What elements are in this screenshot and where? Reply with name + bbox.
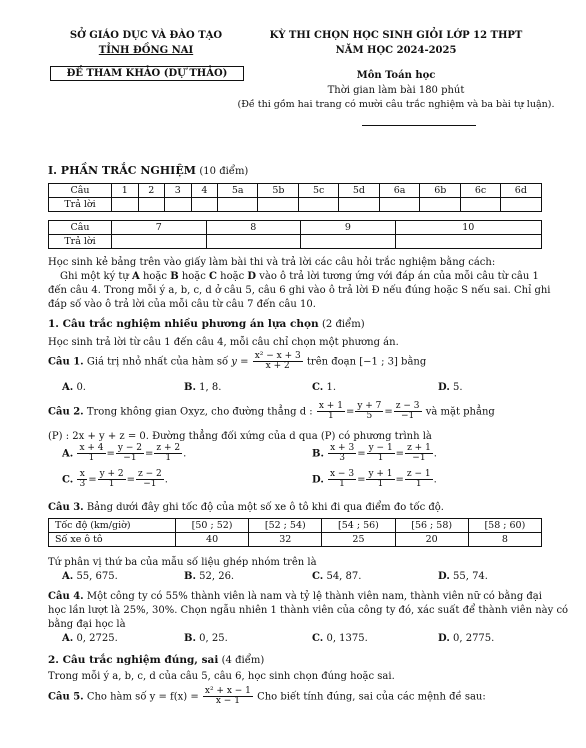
question-3 xyxy=(48,502,444,513)
school-year: NĂM HỌC 2024-2025 xyxy=(335,45,457,56)
answer-cell xyxy=(420,198,461,212)
answer-cell xyxy=(500,198,541,212)
fraction xyxy=(317,402,345,422)
fraction-denominator: −1 xyxy=(401,411,415,422)
part1-heading xyxy=(48,318,365,330)
question-text: Trong không gian Oxyz, cho đường thẳng d : xyxy=(86,406,313,418)
table-header-cell: 5d xyxy=(338,184,379,198)
option-value: 5. xyxy=(452,382,463,393)
fraction-denominator: x − 1 xyxy=(215,696,240,707)
option-value: 0, 1375. xyxy=(326,633,368,644)
question-text: và mặt phẳng xyxy=(425,406,495,418)
fraction xyxy=(116,444,144,464)
equals-sign: = xyxy=(395,448,405,460)
option-letter: C. xyxy=(312,571,324,582)
instruction-text: Ghi một ký tự xyxy=(60,271,133,282)
exam-title: KỲ THI CHỌN HỌC SINH GIỎI LỚP 12 THPT xyxy=(269,30,523,41)
table-header-cell: Tốc độ (km/giờ) xyxy=(49,519,176,533)
question-label: Câu 4. xyxy=(48,591,84,602)
q3-option-c[interactable] xyxy=(312,571,361,582)
option-letter: C xyxy=(209,271,217,282)
q2-option-b[interactable]: B. $\frac{x + 3}{3}$ = $\frac{y - 1}{1}$ = $\frac{z + 1}{-1}$ . xyxy=(312,443,437,464)
fraction xyxy=(154,444,182,464)
answer-row-label: Trả lời xyxy=(49,198,112,212)
question-label: Câu 2. xyxy=(48,406,84,418)
part2-instruction: Trong mỗi ý a, b, c, d của câu 5, câu 6, học sinh chọn đúng hoặc sai. xyxy=(48,671,395,682)
part1-points: (2 điểm) xyxy=(322,319,365,330)
fraction-denominator: 1 xyxy=(108,479,115,490)
fraction-numerator: x − 3 xyxy=(329,469,355,479)
answer-cell xyxy=(165,198,192,212)
answer-table-1 xyxy=(48,183,542,212)
fraction xyxy=(405,470,433,490)
table-row xyxy=(49,533,542,547)
fraction-denominator: 1 xyxy=(377,479,384,490)
fraction-denominator: 3 xyxy=(79,479,86,490)
answer-cell xyxy=(258,198,299,212)
option-letter: A. xyxy=(62,448,74,460)
question-1 xyxy=(48,352,426,372)
fraction-denominator: 1 xyxy=(165,453,172,464)
q1-option-c[interactable] xyxy=(312,382,336,393)
option-value: 55, 675. xyxy=(76,571,118,582)
answer-cell xyxy=(338,198,379,212)
draft-label: ĐỀ THAM KHẢO (DỰ THẢO) xyxy=(50,66,244,81)
answer-cell xyxy=(218,198,258,212)
q2-option-c[interactable]: C. $\frac{x}{3}$ = $\frac{y + 2}{1}$ = $\frac{z - 2}{-1}$ . xyxy=(62,469,168,490)
section1-heading xyxy=(48,164,248,177)
question-5 xyxy=(48,687,486,707)
instruction-line-2 xyxy=(60,270,552,283)
fraction-denominator: 1 xyxy=(328,411,334,422)
option-value: 1. xyxy=(326,382,336,393)
answer-table-2 xyxy=(48,220,542,249)
question-text: Cho hàm số y = f(x) = xyxy=(86,691,199,703)
table-row xyxy=(49,235,542,249)
option-letter: D. xyxy=(438,382,450,393)
fraction-numerator: y + 2 xyxy=(99,469,124,479)
option-letter: D. xyxy=(312,474,324,486)
answer-cell xyxy=(112,198,139,212)
table-cell: [56 ; 58) xyxy=(395,519,468,533)
equals-sign: = xyxy=(384,406,393,418)
fraction-denominator: x + 2 xyxy=(265,361,290,372)
fraction xyxy=(367,444,395,464)
option-letter: C. xyxy=(312,633,324,644)
question-2-line-2: (P) : 2x + y + z = 0. Đường thẳng đối xứng của d qua (P) có phương trình là xyxy=(48,431,432,442)
option-letter: A. xyxy=(62,571,74,582)
option-letter: B xyxy=(170,271,179,282)
fraction-numerator: y − 2 xyxy=(117,443,142,453)
option-value: 55, 74. xyxy=(452,571,488,582)
table-row xyxy=(49,184,542,198)
table-cell: 40 xyxy=(176,533,249,547)
q2-option-a[interactable]: A. $\frac{x + 4}{1}$ = $\frac{y - 2}{-1}$ = $\frac{z + 2}{1}$ . xyxy=(62,443,187,464)
fraction xyxy=(77,444,105,464)
table-header-cell: 5a xyxy=(218,184,258,198)
fraction-numerator: z + 2 xyxy=(156,443,181,453)
fraction-numerator: x xyxy=(77,470,87,480)
instruction-text: vào ô trả lời tương ứng với đáp án của mỗi câu từ câu 1 xyxy=(256,271,539,282)
option-letter: C. xyxy=(62,474,74,486)
option-value: 54, 87. xyxy=(326,571,362,582)
fraction-numerator: x + 1 xyxy=(318,401,343,411)
q4-option-a[interactable] xyxy=(62,633,118,644)
option-value: 0. xyxy=(76,382,86,393)
option-letter: B. xyxy=(184,633,196,644)
q1-option-a[interactable] xyxy=(62,382,86,393)
equals-sign: = xyxy=(357,474,366,486)
table-row xyxy=(49,519,542,533)
q1-option-d[interactable] xyxy=(438,382,463,393)
question-text: Một công ty có 55% thành viên là nam và tỷ lệ thành viên nam, thành viên nữ có bằng đại xyxy=(86,591,542,602)
answer-cell xyxy=(395,235,541,249)
equals-sign: = xyxy=(345,406,355,418)
table-header-cell: 6a xyxy=(380,184,420,198)
table-header-cell: 9 xyxy=(301,221,396,235)
instruction-line-1: Học sinh kẻ bảng trên vào giấy làm bài thi và trả lời các câu hỏi trắc nghiệm bằng cách: xyxy=(48,257,496,268)
option-letter: B. xyxy=(312,448,324,460)
exam-note: (Đề thi gồm hai trang có mười câu trắc nghiệm và ba bài tự luận). xyxy=(237,99,555,110)
q1-option-b[interactable] xyxy=(184,382,221,393)
fraction-denominator: −1 xyxy=(123,453,137,464)
q3-option-a[interactable] xyxy=(62,571,118,582)
fraction-denominator: 3 xyxy=(339,453,346,464)
fraction-numerator: y + 7 xyxy=(357,401,382,411)
table-cell: 8 xyxy=(468,533,541,547)
question-3-prompt: Tứ phân vị thứ ba của mẫu số liệu ghép nhóm trên là xyxy=(48,557,317,568)
table-header-cell: 5b xyxy=(258,184,299,198)
table-header-cell: 2 xyxy=(138,184,165,198)
option-value: 0, 2775. xyxy=(452,633,495,644)
fraction-numerator: y − 1 xyxy=(368,443,393,453)
option-letter: C. xyxy=(312,382,324,393)
answer-cell xyxy=(299,198,338,212)
fraction-denominator: 1 xyxy=(377,453,384,464)
instruction-text: hoặc xyxy=(217,271,248,282)
answer-cell xyxy=(206,235,301,249)
subject: Môn Toán học xyxy=(356,70,436,81)
answer-cell xyxy=(301,235,396,249)
option-value: 0, 2725. xyxy=(76,633,118,644)
department-name: SỞ GIÁO DỤC VÀ ĐÀO TẠO xyxy=(69,30,223,41)
instruction-text: hoặc xyxy=(178,271,210,282)
equals-sign: = xyxy=(144,448,154,460)
table-row xyxy=(49,221,542,235)
fraction-denominator: 1 xyxy=(339,479,345,490)
fraction-numerator: z − 1 xyxy=(406,469,431,479)
table-cell: 20 xyxy=(395,533,468,547)
q4-option-b[interactable] xyxy=(184,633,228,644)
fraction-denominator: −1 xyxy=(412,453,426,464)
table-cell: [58 ; 60) xyxy=(468,519,541,533)
fraction-denominator: 5 xyxy=(366,411,373,422)
q3-option-b[interactable] xyxy=(184,571,234,582)
table-header-cell: 5c xyxy=(299,184,338,198)
fraction xyxy=(77,470,87,490)
table-cell: 25 xyxy=(322,533,395,547)
option-value: 1, 8. xyxy=(199,382,222,393)
table-header-cell: 1 xyxy=(112,184,139,198)
option-letter: B. xyxy=(184,571,196,582)
table-header-cell: 8 xyxy=(206,221,301,235)
question-text: trên đoạn [−1 ; 3] bằng xyxy=(306,356,427,368)
instruction-line-3: đến câu 4. Trong mỗi ý a, b, c, d ở câu 5, câu 6 ghi vào ô trả lời Đ nếu đúng hoặc S nếu sai. Chỉ ghi xyxy=(48,285,551,296)
table-header-cell: 6b xyxy=(420,184,461,198)
instruction-text: hoặc xyxy=(139,271,171,282)
q4-option-d[interactable] xyxy=(438,633,494,644)
fraction-numerator: z + 1 xyxy=(407,443,431,453)
equals-sign: = xyxy=(357,448,366,460)
answer-cell xyxy=(461,198,500,212)
table-cell: [54 ; 56) xyxy=(322,519,395,533)
fraction-numerator: x + 4 xyxy=(79,443,104,453)
option-letter: D. xyxy=(438,633,450,644)
exam-time: Thời gian làm bài 180 phút xyxy=(327,85,465,96)
fraction-numerator: z − 3 xyxy=(395,401,420,411)
instruction-line-4: đáp số vào ô trả lời của mỗi câu từ câu 7 đến câu 10. xyxy=(48,299,316,310)
table-header-cell: 3 xyxy=(165,184,192,198)
fraction-numerator: x² + x − 1 xyxy=(204,686,251,696)
question-text: Bảng dưới đây ghi tốc độ của một số xe ô tô khi đi qua điểm đo tốc độ. xyxy=(86,502,444,513)
fraction xyxy=(203,687,253,707)
equals-sign: = xyxy=(395,474,404,486)
option-value: 0, 25. xyxy=(199,633,228,644)
question-label: Câu 3. xyxy=(48,502,84,513)
part2-heading xyxy=(48,654,264,666)
q4-option-c[interactable] xyxy=(312,633,368,644)
option-letter: A. xyxy=(62,382,74,393)
answer-cell xyxy=(191,198,218,212)
question-2 xyxy=(48,402,495,422)
math-expression: y = xyxy=(231,356,249,368)
option-letter: A. xyxy=(62,633,74,644)
equals-sign: = xyxy=(106,448,115,460)
part2-points: (4 điểm) xyxy=(221,655,265,666)
table-header-cell: 6d xyxy=(500,184,541,198)
province-name: TỈNH ĐỒNG NAI xyxy=(98,45,194,56)
option-letter: D. xyxy=(438,571,450,582)
question-text: Giá trị nhỏ nhất của hàm số xyxy=(86,356,232,368)
fraction xyxy=(253,352,303,372)
section1-title: I. PHẦN TRẮC NGHIỆM xyxy=(48,164,196,177)
table-cell: 32 xyxy=(249,533,322,547)
header-divider xyxy=(362,125,476,126)
question-text: Cho biết tính đúng, sai của các mệnh đề sau: xyxy=(257,691,486,703)
option-letter: D xyxy=(247,271,257,282)
fraction xyxy=(405,444,433,464)
equals-sign: = xyxy=(126,474,136,486)
table-row xyxy=(49,198,542,212)
fraction-numerator: z − 2 xyxy=(138,469,162,479)
fraction-numerator: x² − x + 3 xyxy=(254,351,301,361)
fraction-denominator: 1 xyxy=(415,479,422,490)
q2-option-d[interactable]: D. $\frac{x - 3}{1}$ = $\frac{y + 1}{1}$ = $\frac{z - 1}{1}$ . xyxy=(312,469,437,490)
equals-sign: = xyxy=(88,474,97,486)
table-header-cell: 7 xyxy=(112,221,207,235)
section1-points: (10 điểm) xyxy=(199,166,249,177)
answer-cell xyxy=(380,198,420,212)
question-label: Câu 1. xyxy=(48,356,84,368)
table-cell: [52 ; 54) xyxy=(249,519,322,533)
table-header-cell: Câu xyxy=(49,184,112,198)
answer-cell xyxy=(112,235,207,249)
fraction xyxy=(98,470,126,490)
fraction-denominator: 1 xyxy=(88,453,95,464)
question-4-line-3: bằng đại học là xyxy=(48,619,126,630)
table-cell: [50 ; 52) xyxy=(176,519,249,533)
table-header-cell: 4 xyxy=(191,184,218,198)
answer-row-label: Trả lời xyxy=(49,235,112,249)
fraction xyxy=(136,470,164,490)
answer-cell xyxy=(138,198,165,212)
fraction xyxy=(394,402,422,422)
question-label: Câu 5. xyxy=(48,691,84,703)
fraction-numerator: x + 3 xyxy=(330,443,355,453)
table-header-cell: 6c xyxy=(461,184,500,198)
speed-table xyxy=(48,518,542,547)
table-header-cell: Câu xyxy=(49,221,112,235)
fraction xyxy=(366,470,394,490)
fraction xyxy=(355,402,383,422)
part1-instruction: Học sinh trả lời từ câu 1 đến câu 4, mỗi câu chỉ chọn một phương án. xyxy=(48,337,399,348)
part1-title: 1. Câu trắc nghiệm nhiều phương án lựa chọn xyxy=(48,318,319,330)
table-header-cell: 10 xyxy=(395,221,541,235)
fraction xyxy=(328,470,356,490)
q3-option-d[interactable] xyxy=(438,571,488,582)
option-letter: B. xyxy=(184,382,196,393)
option-value: 52, 26. xyxy=(199,571,235,582)
fraction-numerator: y + 1 xyxy=(368,469,393,479)
table-header-cell: Số xe ô tô xyxy=(49,533,176,547)
question-4 xyxy=(48,590,540,603)
fraction xyxy=(328,444,356,464)
part2-title: 2. Câu trắc nghiệm đúng, sai xyxy=(48,654,219,666)
fraction-denominator: −1 xyxy=(143,479,157,490)
option-letter: A xyxy=(132,271,140,282)
question-4-line-2: học lần lượt là 25%, 30%. Chọn ngẫu nhiên 1 thành viên của công ty đó, xác suất để thành viên này có xyxy=(48,605,569,616)
